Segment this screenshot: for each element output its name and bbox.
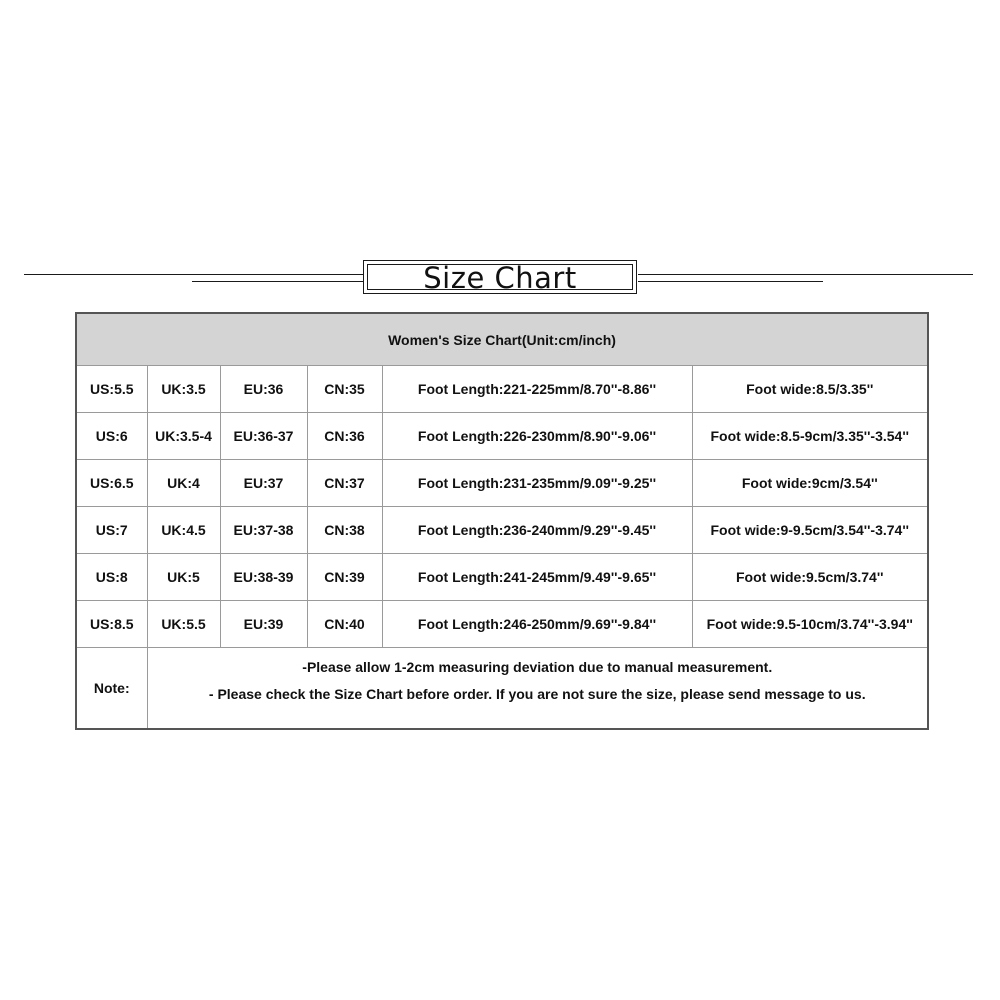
foot-length-cell: Foot Length:226-230mm/8.90''-9.06'' bbox=[382, 413, 692, 460]
cn-size-cell: CN:38 bbox=[307, 507, 382, 554]
cn-size-cell: CN:40 bbox=[307, 601, 382, 648]
table-row bbox=[76, 554, 928, 601]
eu-size-cell: EU:37-38 bbox=[220, 507, 307, 554]
title-rule-left-inner bbox=[192, 281, 364, 282]
us-size-cell: US:6 bbox=[76, 413, 147, 460]
title-box bbox=[363, 260, 637, 294]
cn-size-cell: CN:39 bbox=[307, 554, 382, 601]
foot-length-cell: Foot Length:241-245mm/9.49''-9.65'' bbox=[382, 554, 692, 601]
uk-size-cell: UK:3.5-4 bbox=[147, 413, 220, 460]
eu-size-cell: EU:37 bbox=[220, 460, 307, 507]
uk-size-cell: UK:4 bbox=[147, 460, 220, 507]
foot-wide-cell: Foot wide:9-9.5cm/3.54''-3.74'' bbox=[692, 507, 928, 554]
foot-wide-cell: Foot wide:9.5-10cm/3.74''-3.94'' bbox=[692, 601, 928, 648]
eu-size-cell: EU:36-37 bbox=[220, 413, 307, 460]
foot-length-cell: Foot Length:246-250mm/9.69''-9.84'' bbox=[382, 601, 692, 648]
eu-size-cell: EU:38-39 bbox=[220, 554, 307, 601]
note-line-2: - Please check the Size Chart before order. If you are not sure the size, please send message to us. bbox=[208, 686, 866, 702]
uk-size-cell: UK:5 bbox=[147, 554, 220, 601]
size-chart-table bbox=[75, 312, 929, 730]
table-heading: Women's Size Chart(Unit:cm/inch) bbox=[76, 313, 928, 366]
uk-size-cell: UK:3.5 bbox=[147, 366, 220, 413]
eu-size-cell: EU:36 bbox=[220, 366, 307, 413]
table-row bbox=[76, 413, 928, 460]
cn-size-cell: CN:35 bbox=[307, 366, 382, 413]
cn-size-cell: CN:37 bbox=[307, 460, 382, 507]
table-row bbox=[76, 366, 928, 413]
note-row bbox=[76, 648, 928, 730]
us-size-cell: US:6.5 bbox=[76, 460, 147, 507]
note-label: Note: bbox=[76, 648, 147, 730]
uk-size-cell: UK:4.5 bbox=[147, 507, 220, 554]
cn-size-cell: CN:36 bbox=[307, 413, 382, 460]
table-row bbox=[76, 601, 928, 648]
foot-wide-cell: Foot wide:8.5/3.35'' bbox=[692, 366, 928, 413]
table-row bbox=[76, 507, 928, 554]
foot-length-cell: Foot Length:231-235mm/9.09''-9.25'' bbox=[382, 460, 692, 507]
size-rows bbox=[76, 366, 928, 648]
foot-wide-cell: Foot wide:9cm/3.54'' bbox=[692, 460, 928, 507]
table-heading-row bbox=[76, 313, 928, 366]
title-rule-left-outer bbox=[24, 274, 364, 275]
foot-wide-cell: Foot wide:9.5cm/3.74'' bbox=[692, 554, 928, 601]
table-row bbox=[76, 460, 928, 507]
note-content bbox=[147, 648, 928, 730]
page-title: Size Chart bbox=[423, 261, 577, 295]
note-line-1: -Please allow 1-2cm measuring deviation due to manual measurement. bbox=[302, 659, 773, 675]
foot-length-cell: Foot Length:221-225mm/8.70''-8.86'' bbox=[382, 366, 692, 413]
foot-wide-cell: Foot wide:8.5-9cm/3.35''-3.54'' bbox=[692, 413, 928, 460]
title-rule-right-inner bbox=[638, 281, 823, 282]
us-size-cell: US:5.5 bbox=[76, 366, 147, 413]
foot-length-cell: Foot Length:236-240mm/9.29''-9.45'' bbox=[382, 507, 692, 554]
us-size-cell: US:7 bbox=[76, 507, 147, 554]
title-rule-right-outer bbox=[638, 274, 973, 275]
us-size-cell: US:8.5 bbox=[76, 601, 147, 648]
eu-size-cell: EU:39 bbox=[220, 601, 307, 648]
us-size-cell: US:8 bbox=[76, 554, 147, 601]
uk-size-cell: UK:5.5 bbox=[147, 601, 220, 648]
